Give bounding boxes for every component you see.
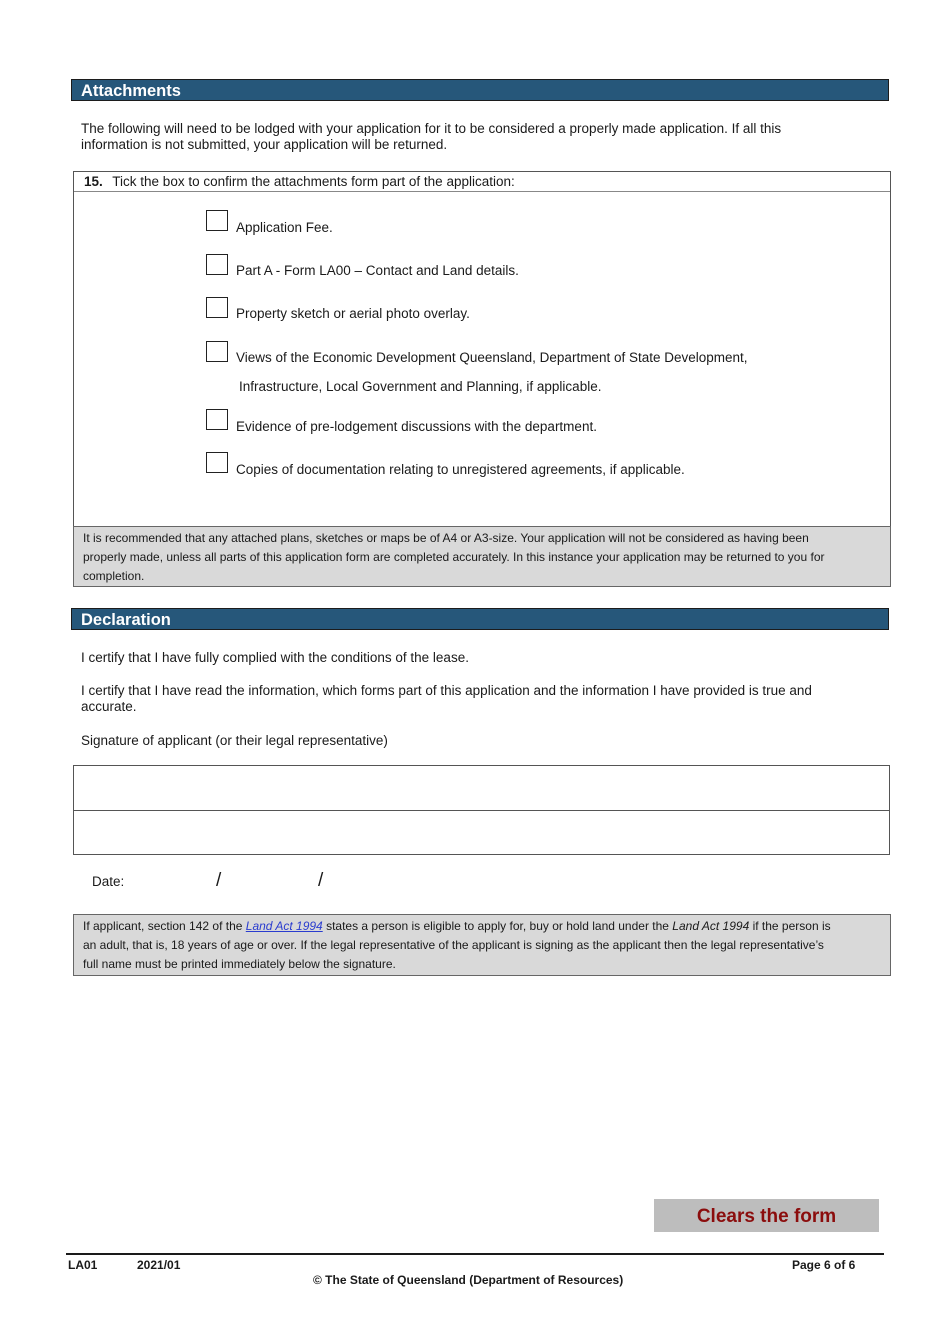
question-text: Tick the box to confirm the attachments form part of the application:: [112, 174, 515, 189]
certify-information: [81, 683, 881, 715]
checkbox-views-edq[interactable]: [206, 341, 228, 362]
date-separator-1: /: [216, 870, 222, 891]
attachments-note: [73, 526, 891, 587]
declaration-note-line3: full name must be printed immediately below the signature.: [83, 957, 396, 971]
label-views-edq: Views of the Economic Development Queensland, Department of State Development,: [236, 350, 748, 365]
attachments-heading: Attachments: [71, 79, 889, 101]
footer-copyright: © The State of Queensland (Department of Resources): [313, 1273, 624, 1287]
date-label: Date:: [92, 874, 125, 889]
checkbox-unregistered-agreements[interactable]: [206, 452, 228, 473]
footer-form-code: LA01: [68, 1258, 98, 1272]
note-text-2: states a person is eligible to apply for, buy or hold land under the: [322, 919, 673, 933]
certify-information-line1: I certify that I have read the information, which forms part of this application and the information I have provided is true and: [81, 683, 812, 698]
signature-box: [73, 765, 890, 855]
note-text-1: If applicant, section 142 of the: [83, 919, 246, 933]
declaration-heading: Declaration: [71, 608, 889, 630]
attachments-intro-line1: The following will need to be lodged with your application for it to be considered a properly made application. If all this: [81, 121, 782, 136]
land-act-italic: Land Act 1994: [672, 919, 750, 933]
attachments-intro: [81, 121, 881, 153]
declaration-note: [73, 914, 891, 976]
land-act-link[interactable]: Land Act 1994: [245, 919, 323, 933]
question-number: 15.: [84, 174, 103, 189]
certify-conditions: I certify that I have fully complied with the conditions of the lease.: [81, 650, 469, 665]
checkbox-application-fee[interactable]: [206, 210, 228, 231]
attachments-intro-line2: information is not submitted, your application will be returned.: [81, 137, 448, 152]
checkbox-part-a-form[interactable]: [206, 254, 228, 275]
checkbox-pre-lodgement[interactable]: [206, 409, 228, 430]
declaration-note-line1: [83, 917, 881, 936]
note-text-3: if the person is: [749, 919, 831, 933]
attachments-note-line2: properly made, unless all parts of this application form are completed accurately. In this instance your application may be returned to you for: [83, 550, 825, 564]
label-unregistered-agreements: Copies of documentation relating to unregistered agreements, if applicable.: [236, 462, 685, 477]
label-views-edq-continuation: Infrastructure, Local Government and Planning, if applicable.: [239, 379, 602, 394]
checkbox-property-sketch[interactable]: [206, 297, 228, 318]
signature-field[interactable]: [74, 766, 889, 810]
date-year-field[interactable]: [330, 866, 420, 892]
footer-rule: [66, 1253, 884, 1255]
date-month-field[interactable]: [228, 866, 312, 892]
date-day-field[interactable]: [132, 866, 212, 892]
label-pre-lodgement: Evidence of pre-lodgement discussions with the department.: [236, 419, 597, 434]
attachments-note-line1: It is recommended that any attached plans, sketches or maps be of A4 or A3-size. Your application will not be considered as having been: [83, 531, 809, 545]
label-property-sketch: Property sketch or aerial photo overlay.: [236, 306, 470, 321]
clear-form-button[interactable]: Clears the form: [654, 1199, 879, 1232]
label-part-a-form: Part A - Form LA00 – Contact and Land details.: [236, 263, 519, 278]
declaration-note-line2: an adult, that is, 18 years of age or over. If the legal representative of the applicant is signing as the applicant then the legal representative’s: [83, 938, 824, 952]
question-header: [74, 172, 890, 192]
footer-version: 2021/01: [137, 1258, 181, 1272]
label-application-fee: Application Fee.: [236, 220, 333, 235]
footer-page-number: Page 6 of 6: [792, 1258, 856, 1272]
signature-label: Signature of applicant (or their legal representative): [81, 733, 388, 748]
attachments-note-line3: completion.: [83, 569, 145, 583]
certify-information-line2: accurate.: [81, 699, 137, 714]
date-separator-2: /: [318, 870, 324, 891]
printed-name-field[interactable]: [74, 811, 889, 854]
